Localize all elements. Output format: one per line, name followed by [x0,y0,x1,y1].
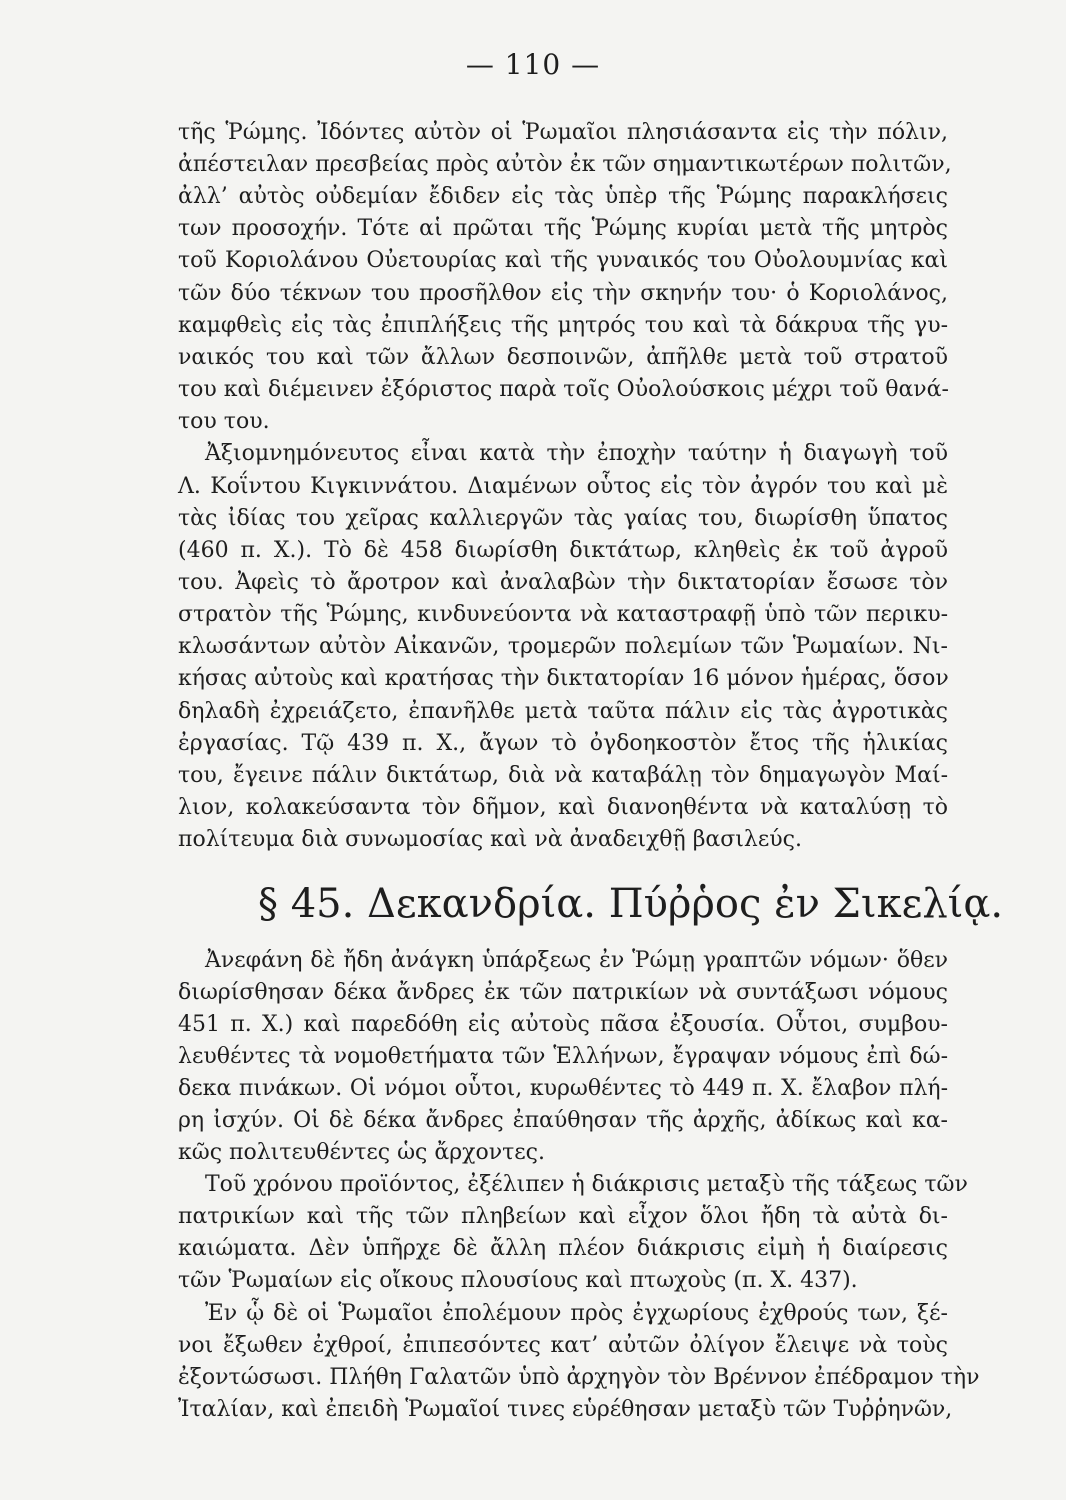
text-line: καμφθεὶς εἰς τὰς ἐπιπλήξεις τῆς μητρός του καὶ τὰ δάκρυα τῆς γυ- [178,313,948,338]
text-line: κήσας αὐτοὺς καὶ κρατήσας τὴν δικτατορίαν 16 μόνον ἡμέρας, ὅσον [178,666,949,691]
text-line: νοι ἔξωθεν ἐχθροί, ἐπιπεσόντες κατ’ αὐτῶν ὀλίγον ἔλειψε νὰ τοὺς [178,1333,948,1358]
text-line: ἀλλ’ αὐτὸς οὐδεμίαν ἔδιδεν εἰς τὰς ὑπὲρ τῆς Ῥώμης παρακλήσεις [178,184,948,209]
text-line: δεκα πινάκων. Οἱ νόμοι οὗτοι, κυρωθέντες τὸ 449 π. Χ. ἔλαβον πλή- [178,1076,948,1101]
text-line: πολίτευμα διὰ συνωμοσίας καὶ νὰ ἀναδειχθῇ βασιλεύς. [178,827,802,852]
text-line: ἐργασίας. Τῷ 439 π. Χ., ἄγων τὸ ὀγδοηκοστὸν ἔτος τῆς ἡλικίας [178,731,948,756]
text-line: λευθέντες τὰ νομοθετήματα τῶν Ἑλλήνων, ἔγραψαν νόμους ἐπὶ δώ- [178,1044,948,1069]
text-line: Ἀνεφάνη δὲ ἤδη ἀνάγκη ὑπάρξεως ἐν Ῥώμῃ γραπτῶν νόμων· ὅθεν [205,948,948,973]
text-line: δηλαδὴ ἐχρειάζετο, ἐπανῆλθε μετὰ ταῦτα πάλιν εἰς τὰς ἀγροτικὰς [178,699,948,724]
text-line: Τοῦ χρόνου προϊόντος, ἐξέλιπεν ἡ διάκρισις μεταξὺ τῆς τάξεως τῶν [205,1172,968,1197]
page-number: — 110 — [465,48,601,81]
text-line: διωρίσθησαν δέκα ἄνδρες ἐκ τῶν πατρικίων νὰ συντάξωσι νόμους [178,980,948,1005]
text-line: κλωσάντων αὐτὸν Αἰκανῶν, τρομερῶν πολεμίων τῶν Ῥωμαίων. Νι- [178,634,948,659]
text-line: ρη ἰσχύν. Οἱ δὲ δέκα ἄνδρες ἐπαύθησαν τῆς ἀρχῆς, ἀδίκως καὶ κα- [178,1108,948,1133]
text-line: Ἐν ᾧ δὲ οἱ Ῥωμαῖοι ἐπολέμουν πρὸς ἐγχωρίους ἐχθρούς των, ξέ- [205,1301,948,1326]
text-line: του, ἔγεινε πάλιν δικτάτωρ, διὰ νὰ καταβάλῃ τὸν δημαγωγὸν Μαί- [178,763,948,788]
text-line: ναικός του καὶ τῶν ἄλλων δεσποινῶν, ἀπῆλθε μετὰ τοῦ στρατοῦ [178,345,948,370]
text-line: στρατὸν τῆς Ῥώμης, κινδυνεύοντα νὰ καταστραφῇ ὑπὸ τῶν περικυ- [178,602,948,627]
text-line: των προσοχήν. Τότε αἱ πρῶται τῆς Ῥώμης κυρίαι μετὰ τῆς μητρὸς [178,216,948,241]
text-line: ἀπέστειλαν πρεσβείας πρὸς αὐτὸν ἐκ τῶν σημαντικωτέρων πολιτῶν, [178,152,952,177]
text-line: κῶς πολιτευθέντες ὡς ἄρχοντες. [178,1140,545,1165]
text-line: τῶν δύο τέκνων του προσῆλθον εἰς τὴν σκηνήν του· ὁ Κοριολάνος, [178,281,948,306]
text-line: Λ. Κοΐντου Κιγκιννάτου. Διαμένων οὗτος εἰς τὸν ἀγρόν του καὶ μὲ [178,474,948,499]
text-line: τοῦ Κοριολάνου Οὐετουρίας καὶ τῆς γυναικός του Οὐολουμνίας καὶ [178,248,948,273]
text-line: του καὶ διέμεινεν ἐξόριστος παρὰ τοῖς Οὐολούσκοις μέχρι τοῦ θανά- [178,377,949,402]
text-line: τὰς ἰδίας του χεῖρας καλλιεργῶν τὰς γαίας του, διωρίσθη ὕπατος [178,506,948,531]
section-heading: § 45. Δεκανδρία. Πύῤῥος ἐν Σικελίᾳ. [258,881,1004,927]
text-line: ἐξοντώσωσι. Πλήθη Γαλατῶν ὑπὸ ἀρχηγὸν τὸν Βρέννον ἐπέδραμον τὴν [178,1365,980,1390]
text-line: του. Ἀφεὶς τὸ ἄροτρον καὶ ἀναλαβὼν τὴν δικτατορίαν ἔσωσε τὸν [178,570,948,595]
text-line: Ἀξιομνημόνευτος εἶναι κατὰ τὴν ἐποχὴν ταύτην ἡ διαγωγὴ τοῦ [205,441,948,466]
text-line: λιον, κολακεύσαντα τὸν δῆμον, καὶ διανοηθέντα νὰ καταλύσῃ τὸ [178,795,948,820]
text-line: τῆς Ῥώμης. Ἰδόντες αὐτὸν οἱ Ῥωμαῖοι πλησιάσαντα εἰς τὴν πόλιν, [178,120,948,145]
text-line: 451 π. Χ.) καὶ παρεδόθη εἰς αὐτοὺς πᾶσα ἐξουσία. Οὗτοι, συμβου- [178,1012,948,1037]
text-line: πατρικίων καὶ τῆς τῶν πληβείων καὶ εἶχον ὅλοι ἤδη τὰ αὐτὰ δι- [178,1204,948,1229]
text-line: τῶν Ῥωμαίων εἰς οἴκους πλουσίους καὶ πτωχοὺς (π. Χ. 437). [178,1268,858,1293]
text-line: Ἰταλίαν, καὶ ἐπειδὴ Ῥωμαῖοί τινες εὑρέθησαν μεταξὺ τῶν Τυῤῥηνῶν, [178,1397,953,1422]
text-line: καιώματα. Δὲν ὑπῆρχε δὲ ἄλλη πλέον διάκρισις εἰμὴ ἡ διαίρεσις [178,1236,948,1261]
text-line: (460 π. Χ.). Τὸ δὲ 458 διωρίσθη δικτάτωρ, κληθεὶς ἐκ τοῦ ἀγροῦ [178,538,948,563]
text-line: του του. [178,409,270,434]
